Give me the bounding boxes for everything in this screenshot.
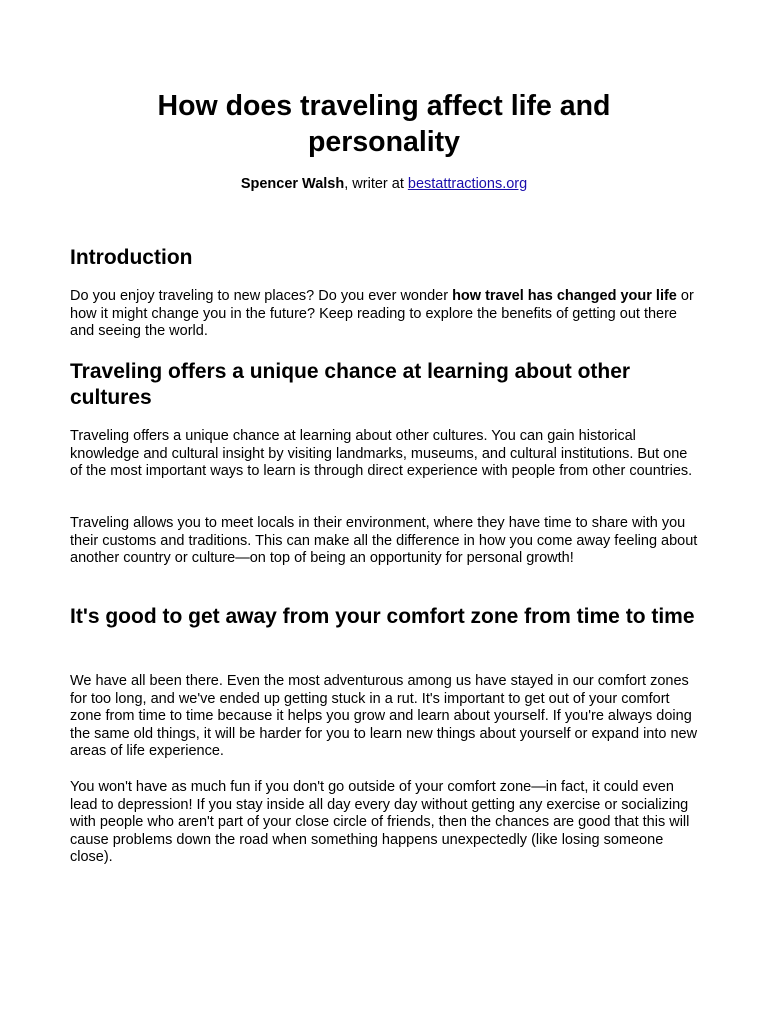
- byline: [100, 174, 668, 194]
- cultures-paragraph-2: Traveling allows you to meet locals in their environment, where they have time to share with you their customs and traditions. This can make all the difference in how you come away feeling about another country or culture—on top of being an opportunity for personal growth!: [70, 515, 698, 566]
- section-heading-introduction: Introduction: [70, 246, 193, 269]
- comfort-zone-paragraph-1: We have all been there. Even the most adventurous among us have stayed in our comfort zones for too long, and we've ended up getting stuck in a rut. It's important to get out of your comfort zone from time to time because it helps you grow and learn about yourself. If you're always doing the same old things, it will be harder for you to learn new things about yourself or expand into new areas of life experience.: [70, 673, 698, 759]
- section-heading-cultures: Traveling offers a unique chance at learning about other cultures: [70, 360, 631, 409]
- page-title: How does traveling affect life and personality: [157, 90, 611, 158]
- cultures-paragraph-1: Traveling offers a unique chance at learning about other cultures. You can gain historical knowledge and cultural insight by visiting landmarks, museums, and cultural institutions. But one of the most important ways to learn is through direct experience with people from other countries.: [70, 428, 693, 479]
- intro-paragraph: [70, 288, 702, 341]
- comfort-zone-paragraph-2: You won't have as much fun if you don't go outside of your comfort zone—in fact, it could even lead to depression! If you stay inside all day every day without getting any exercise or socializing with people who aren't part of your close circle of friends, then the chances are good that this will cause problems down the road when something happens unexpectedly (like losing someone close).: [70, 779, 690, 865]
- byline-text: , writer at: [344, 176, 408, 192]
- author-name: Spencer Walsh: [240, 176, 345, 192]
- site-link[interactable]: bestattractions.org: [407, 176, 528, 192]
- section-heading-comfort-zone: It's good to get away from your comfort zone from time to time: [70, 605, 695, 628]
- intro-text-before: Do you enjoy traveling to new places? Do you ever wonder: [70, 288, 453, 304]
- intro-text-bold: how travel has changed your life: [452, 288, 677, 304]
- intro-text-after: or how it might change you in the future? Keep reading to explore the benefits of getting out there and seeing the world.: [70, 288, 694, 339]
